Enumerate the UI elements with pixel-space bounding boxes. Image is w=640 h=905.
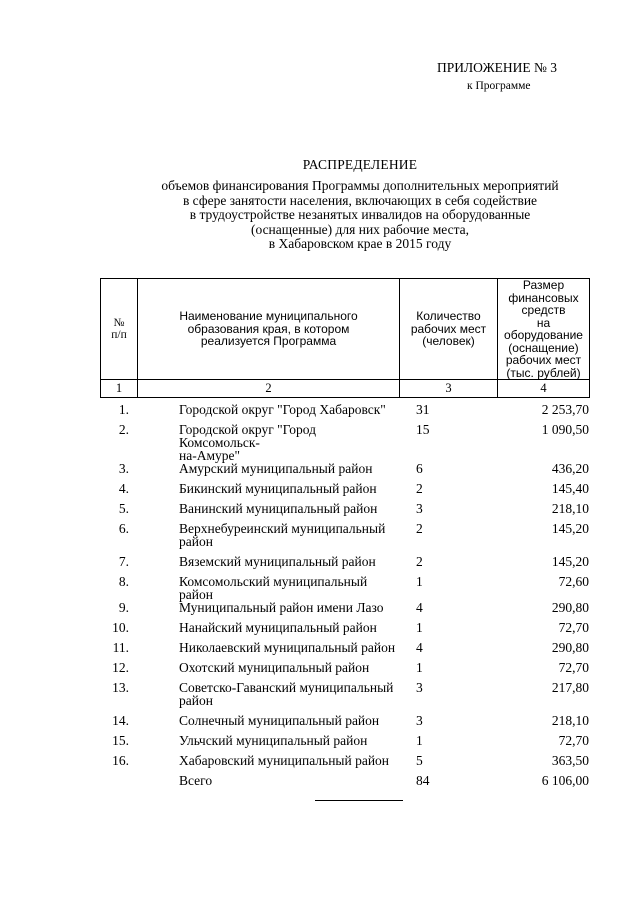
row-qty: [399, 423, 497, 462]
row-number: 3.: [118, 461, 129, 476]
row-name-line: Городской округ "Город Комсомольск-: [179, 422, 316, 450]
row-name-line: Хабаровский муниципальный район: [179, 753, 390, 768]
table-row: [100, 681, 589, 714]
row-sum: 218,10: [551, 713, 589, 728]
table-header: [100, 278, 590, 398]
table-row: [100, 621, 589, 641]
row-sum: 290,80: [551, 600, 589, 615]
row-number: 7.: [118, 554, 129, 569]
total-row: [100, 774, 589, 794]
row-qty-value: 3: [416, 680, 423, 695]
row-qty: [399, 403, 497, 423]
row-qty-value: 2: [416, 481, 423, 496]
row-qty: [399, 754, 497, 774]
row-sum: 145,40: [551, 481, 589, 496]
row-number: 5.: [118, 501, 129, 516]
row-number: 12.: [112, 660, 129, 675]
subtitle-line: в Хабаровском крае в 2015 году: [268, 236, 452, 251]
row-qty: [399, 522, 497, 555]
row-qty-value: 3: [416, 713, 423, 728]
row-name: [137, 714, 399, 734]
row-qty: [399, 681, 497, 714]
row-qty: [399, 482, 497, 502]
table-row: [100, 601, 589, 621]
row-name: [137, 403, 399, 423]
row-number: 13.: [112, 680, 129, 695]
row-number: 11.: [112, 640, 129, 655]
row-name-line: Верхнебуреинский муниципальный: [179, 521, 386, 536]
subtitle-line: (оснащенные) для них рабочие места,: [250, 221, 469, 237]
subtitle-line: объемов финансирования Программы дополнительных мероприятий: [161, 178, 559, 193]
row-name: [137, 555, 399, 575]
table-row: [100, 423, 589, 462]
table-row: [100, 482, 589, 502]
table-row: [100, 575, 589, 601]
table-row: [100, 462, 589, 482]
table-row: [100, 661, 589, 681]
row-name-line: район: [179, 534, 213, 549]
row-sum: 145,20: [551, 521, 589, 536]
row-qty: [399, 601, 497, 621]
subtitle-line: в сфере занятости населения, включающих в себя содействие: [182, 192, 538, 208]
row-name-line: Бикинский муниципальный район: [179, 481, 377, 496]
column-number: 2: [138, 380, 400, 398]
appendix-sublabel: к Программе: [467, 80, 531, 92]
row-qty: [399, 661, 497, 681]
row-number: 15.: [112, 733, 129, 748]
row-qty: [399, 734, 497, 754]
row-qty: [399, 462, 497, 482]
total-label: Всего: [179, 773, 213, 788]
row-sum: 436,20: [551, 461, 589, 476]
row-sum: 72,70: [558, 660, 589, 675]
row-qty-value: 1: [416, 574, 423, 589]
row-qty-value: 1: [416, 620, 423, 635]
total-qty-value: 84: [416, 773, 430, 788]
row-qty-value: 2: [416, 521, 423, 536]
row-name: [137, 575, 399, 601]
table-row: [100, 403, 589, 423]
row-number: 10.: [112, 620, 129, 635]
column-header-qty: Количество рабочих мест (человек): [400, 279, 498, 380]
row-name-line: Ванинский муниципальный район: [179, 501, 378, 516]
row-sum: 72,70: [558, 733, 589, 748]
row-sum: 2 253,70: [541, 402, 589, 417]
row-name-line: Комсомольский муниципальный район: [179, 574, 368, 602]
total-number: [100, 774, 137, 794]
row-number: 6.: [118, 521, 129, 536]
row-qty: [399, 621, 497, 641]
row-qty-value: 4: [416, 600, 423, 615]
row-name: [137, 754, 399, 774]
row-qty-value: 6: [416, 461, 423, 476]
row-name-line: Городской округ "Город Хабаровск": [179, 402, 386, 417]
row-name-line: Солнечный муниципальный район: [179, 713, 380, 728]
row-sum: 290,80: [551, 640, 589, 655]
row-name: [137, 423, 399, 462]
data-table: [100, 403, 589, 794]
row-qty: [399, 714, 497, 734]
row-qty: [399, 575, 497, 601]
table-row: [100, 522, 589, 555]
row-sum: 217,80: [551, 680, 589, 695]
table-row: [100, 714, 589, 734]
row-name: [137, 621, 399, 641]
table-row: [100, 754, 589, 774]
row-name: [137, 734, 399, 754]
row-name-line: Николаевский муниципальный район: [179, 640, 396, 655]
row-name-line: Муниципальный район имени Лазо: [179, 600, 384, 615]
row-qty: [399, 502, 497, 522]
row-name: [137, 661, 399, 681]
total-qty: [399, 774, 497, 794]
row-number: 14.: [112, 713, 129, 728]
column-number: 1: [101, 380, 138, 398]
row-qty-value: 5: [416, 753, 423, 768]
column-header-no: № п/п: [101, 279, 138, 380]
row-qty-value: 1: [416, 660, 423, 675]
appendix-label: ПРИЛОЖЕНИЕ № 3: [437, 60, 558, 75]
row-name-line: Нанайский муниципальный район: [179, 620, 377, 635]
row-qty-value: 2: [416, 554, 423, 569]
row-qty: [399, 641, 497, 661]
row-sum: 145,20: [551, 554, 589, 569]
row-sum: 1 090,50: [541, 422, 589, 437]
row-name-line: Вяземский муниципальный район: [179, 554, 376, 569]
row-name-line: Амурский муниципальный район: [179, 461, 373, 476]
row-number: 4.: [118, 481, 129, 496]
row-name: [137, 482, 399, 502]
column-number: 4: [498, 380, 590, 398]
subtitle-line: в трудоустройстве незанятых инвалидов на оборудованные: [189, 207, 531, 222]
row-number: 9.: [118, 600, 129, 615]
row-number: 8.: [118, 574, 129, 589]
row-name-line: на-Амуре": [179, 448, 241, 463]
row-sum: 218,10: [551, 501, 589, 516]
row-name-line: Советско-Гаванский муниципальный: [179, 680, 394, 695]
row-qty-value: 1: [416, 733, 423, 748]
row-number: 16.: [112, 753, 129, 768]
row-qty-value: 15: [416, 422, 430, 437]
row-sum: 72,70: [558, 620, 589, 635]
column-header-sum: Размер финансовых средств на оборудование (оснащение) рабочих мест (тыс. рублей): [498, 279, 590, 380]
column-header-name: Наименование муниципального образования края, в котором реализуется Программа: [138, 279, 400, 380]
table-row: [100, 555, 589, 575]
row-qty-value: 4: [416, 640, 423, 655]
footer-divider: [315, 800, 403, 801]
row-name: [137, 681, 399, 714]
row-sum: 363,50: [551, 753, 589, 768]
row-name: [137, 641, 399, 661]
document-subtitle: [0, 179, 640, 252]
row-sum: 72,60: [558, 574, 589, 589]
row-name: [137, 462, 399, 482]
table-row: [100, 734, 589, 754]
row-name: [137, 502, 399, 522]
document-title: РАСПРЕДЕЛЕНИЕ: [302, 157, 418, 172]
row-name-line: Ульчский муниципальный район: [179, 733, 368, 748]
row-name: [137, 601, 399, 621]
row-name-line: Охотский муниципальный район: [179, 660, 370, 675]
total-sum: 6 106,00: [541, 773, 589, 788]
row-number: 1.: [118, 402, 129, 417]
row-qty: [399, 555, 497, 575]
column-number: 3: [400, 380, 498, 398]
row-number: 2.: [118, 422, 129, 437]
row-name: [137, 522, 399, 555]
row-qty-value: 31: [416, 402, 430, 417]
row-qty-value: 3: [416, 501, 423, 516]
row-name-line: район: [179, 693, 213, 708]
table-row: [100, 502, 589, 522]
table-row: [100, 641, 589, 661]
